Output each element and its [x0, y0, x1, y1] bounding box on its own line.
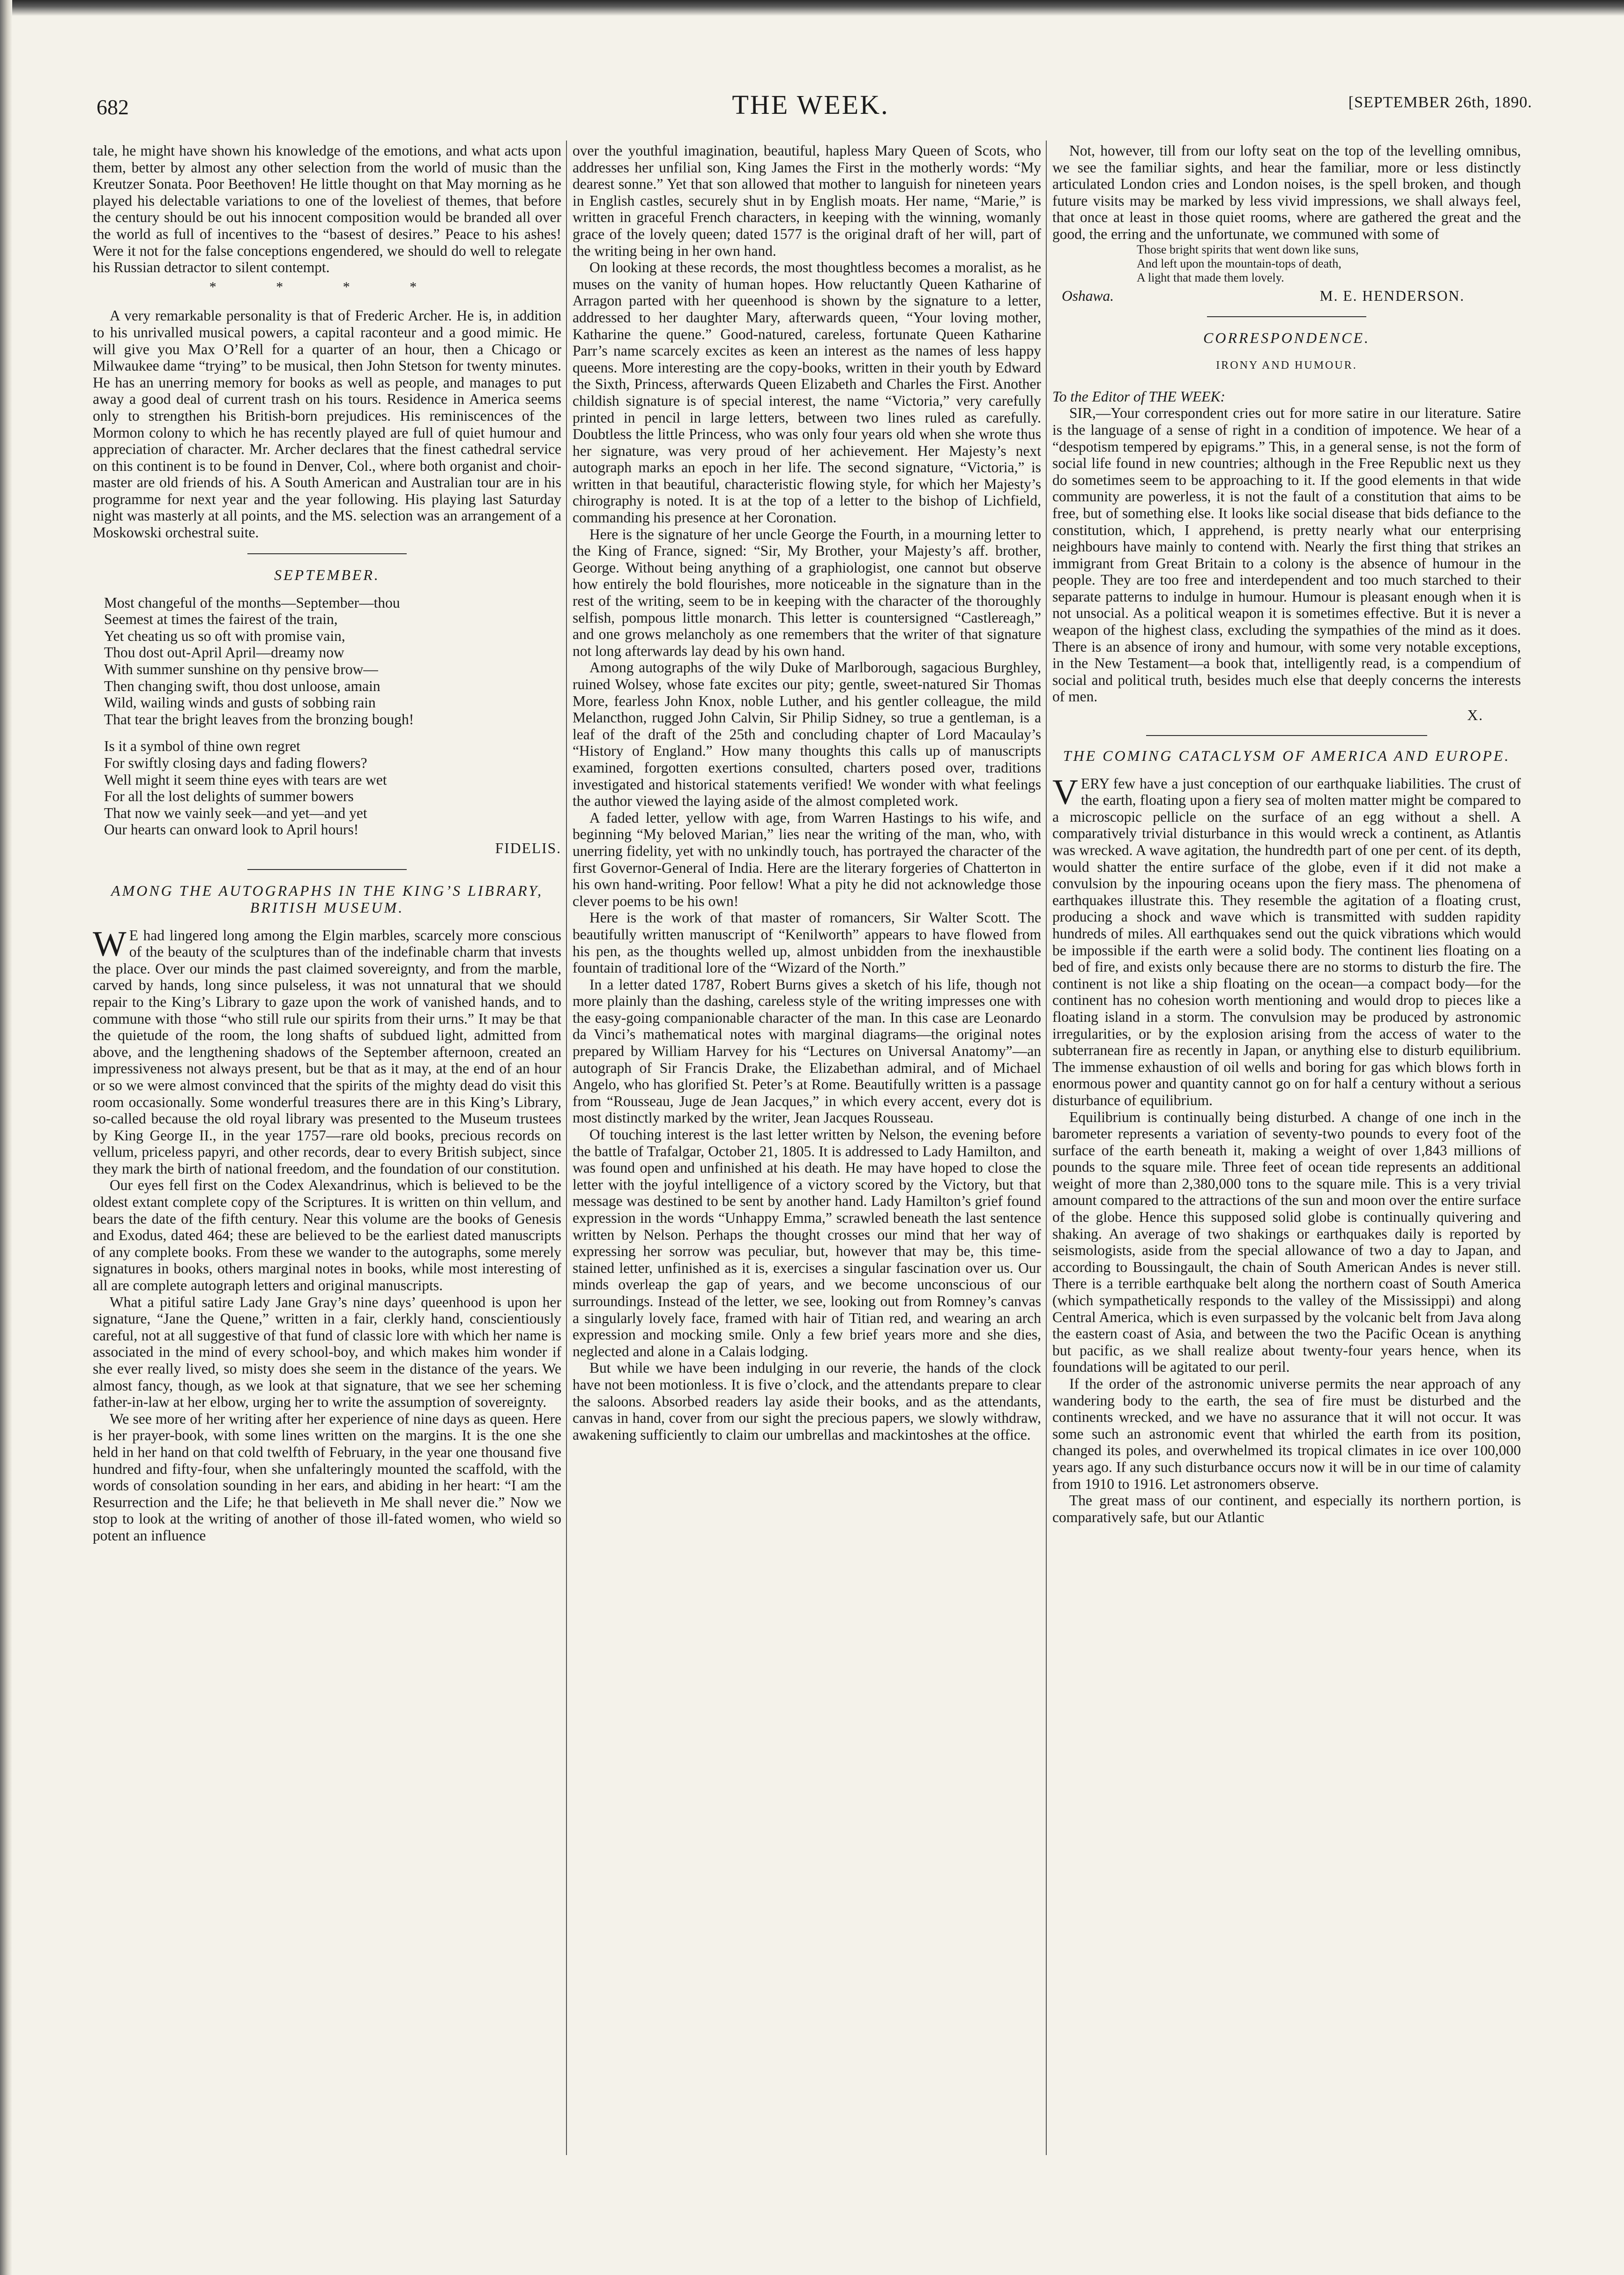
poem-line: That now we vainly seek—and yet—and yet	[104, 804, 367, 821]
section-separator: * * * *	[209, 279, 445, 295]
paragraph: A very remarkable personality is that of Frederic Archer. He is, in addition to his unrivalled musical powers, a capital raconteur and a good mimic. He will give you Max O’Rell for a quarter of an hour, then a Chicago or Milwaukee dame “trying” to be musical, then John Stetson for twenty minutes. He has an unerring memory for books as well as people, and manages to put away a good deal of current trash on his tours. Residence in America seems only to strengthen his British-born prejudices. His reminiscences of the Mormon colony to which he has recently played are full of quiet humour and appreciation of character. Mr. Archer declares that the finest cathedral service on this continent is to be found in Denver, Col., where both organist and choir-master are old friends of his. A South American and Australian tour are in his programme for next year and the year following. His playing last Saturday night was masterly at all points, and the MS. selection was an arrangement of a Moskowski orchestral suite.	[93, 307, 561, 541]
signature-place: Oshawa.	[1062, 287, 1114, 304]
paragraph: In a letter dated 1787, Robert Burns gives a sketch of his life, though not more plainly than the dashing, careless style of the writing impresses one with the easy-going companionable character of the man. In this case are Leonardo da Vinci’s mathematical notes with marginal diagrams—the original notes prepared by William Harvey for his “Lectures on Universal Anatomy”—an autograph of Sir Francis Drake, the Elizabethan admiral, and of Michael Angelo, who has glorified St. Peter’s at Rome. Beautifully written is a passage from “Rousseau, Juge de Jean Jacques,” in which every accent, every dot is most distinctly marked by the writer, Jean Jacques Rousseau.	[573, 976, 1041, 1126]
verse-line: A light that made them lovely.	[1137, 270, 1284, 284]
verse-line: And left upon the mountain-tops of death,	[1137, 256, 1341, 270]
divider	[1207, 316, 1366, 317]
paragraph: VERY few have a just conception of our earthquake liabilities. The crust of the earth, floating upon a fiery sea of molten matter might be compared to a microscopic pellicle on the surface of an egg without a shell. A comparatively trivial disturbance in this would wreck a continent, as Atlantis was wrecked. A wave agitation, the hundredth part of one per cent. of its depth, would shatter the entire surface of the globe, even if it did not make a convulsion by the inpouring oceans upon the fiery mass. The phenomena of earthquakes illustrate this. They resemble the agitation of a floating crust, producing a shock and wave which is transmitted with sudden rapidity hundreds of miles. All earthquakes send out the quick vibrations which would be impossible if the earth were a solid body. The continent lies floating on a bed of fire, and exists only because there are no storms to disturb the fire. The continent is not like a ship floating on the ocean—a compact body—for the continent has no cohesion worth mentioning and would drop to pieces like a floating island in a storm. The convulsion may be produced by astronomic irregularities, or by the explosion arising from the access of water to the subterranean fire as recently in Japan, or anything else to disturb equilibrium. The immense exhaustion of oil wells and boring for gas which blows forth in enormous power and quantity cannot go on for half a century without a serious disturbance of equilibrium.	[1052, 772, 1521, 1108]
salutation: To the Editor of THE WEEK:	[1052, 388, 1225, 405]
column-rule-1	[566, 141, 567, 2155]
paragraph: Of touching interest is the last letter written by Nelson, the evening before the battle of Trafalgar, October 21, 1805. It is addressed to Lady Hamilton, and was found open and unfinished at his death. He may have hoped to close the letter with the joyful intelligence of a victory scored by the Victory, but that message was destined to be sent by another hand. Lady Hamilton’s grief found expression in the words “Unhappy Emma,” scrawled beneath the last sentence written by Nelson. Perhaps the thought crosses our mind that her way of expressing her sorrow was peculiar, but, however that may be, this time-stained letter, unfinished as it is, exercises a singular fascination over us. Our minds overleap the gap of years, and we become unconscious of our surroundings. Instead of the letter, we see, looking out from Romney’s canvas a singularly lovely face, framed with hair of Titian red, and wearing an arch expression and mocking smile. Only a few brief years more and she dies, neglected and alone in a Calais lodging.	[573, 1126, 1041, 1360]
paragraph: tale, he might have shown his knowledge of the emotions, and what acts upon them, better by almost any other selection from the world of music than the Kreutzer Sonata. Poor Beethoven! He little thought on that May morning as he played his delectable variations to one of the loveliest of themes, that before the century should be out his innocent composition would be branded all over the world as full of incentives to the “basest of desires.” Peace to his ashes! Were it not for the false conceptions engendered, we should do well to relegate his Russian detractor to silent contempt.	[93, 142, 561, 276]
masthead: THE WEEK.	[732, 89, 889, 120]
poem-title: SEPTEMBER.	[274, 566, 380, 583]
paragraph: On looking at these records, the most thoughtless becomes a moralist, as he muses on the vanity of human hopes. How reluctantly Queen Katharine of Arragon parted with her queenhood is shown by the signature to a letter, addressed to her daughter Mary, afterwards queen, “Your loving mother, Katharine the quene.” Good-natured, careless, fortunate Queen Katharine Parr’s name scarcely excites as keen an interest as the names of less happy queens. More interesting are the copy-books, written in their youth by Edward the Sixth, Princess, afterwards Queen Elizabeth and Charles the First. Another childish signature is of special interest, the name “Victoria,” very carefully printed in pencil in large letters, between two lines ruled as carefully. Doubtless the little Princess, who was only four years old when she wrote thus her signature, was very proud of her achievement. Her Majesty’s next autograph marks an epoch in her life. The second signature, “Victoria,” is written in that beautiful, characteristic flowing style, for which her Majesty’s chirography is noted. It is at the top of a letter to the bishop of Lichfield, commanding his presence at her Coronation.	[573, 259, 1041, 526]
poem-line: Is it a symbol of thine own regret	[104, 738, 301, 755]
paragraph: A faded letter, yellow with age, from Warren Hastings to his wife, and beginning “My beloved Marian,” lies near the writing of the man, who, with unerring fidelity, yet with no unkindly touch, has portrayed the character of the first Governor-General of India. Here are the literary forgeries of Chatterton in his own hand-writing. Poor fellow! What a pity he did not acknowledge those clever poems to be his own!	[573, 809, 1041, 909]
letter-signature: X.	[1467, 707, 1483, 724]
poem-line: Thou dost out-April April—dreamy now	[104, 644, 344, 661]
section-subtitle: IRONY AND HUMOUR.	[1216, 359, 1357, 372]
paragraph: SIR,—Your correspondent cries out for more satire in our literature. Satire is the language of a sense of right in a condition of impotence. We hear of a “despotism tempered by epigrams.” This, in a general sense, is not the form of social life found in new countries; although in the Free Republic next us they do sometimes seem to be approaching to it. If the good elements in that wide community are powerless, it is not the fault of a constitution that aims to be free, but of something else. It looks like social disease that bids defiance to the constitution, which, I apprehend, is pretty nearly what our enterprising neighbours have mainly to contend with. Nearly the first thing that strikes an immigrant from Great Britain to a colony is the absence of humour in the people. They are too free and interdependent and too much starched to their separate patterns to indulge in humour. Humour is pleasant enough when it is not unsocial. As a political weapon it is sometimes effective. But it is never a weapon of the highest class, excluding the sympathies of the mind as it does. There is an absence of irony and humour, with some very notable exceptions, in the New Testament—a book that, intelligently read, is a compendium of social and political truth, besides much else that deeply concerns the interests of men.	[1052, 405, 1521, 705]
poem-signature: FIDELIS.	[495, 840, 561, 856]
divider	[247, 869, 407, 870]
paragraph: Our eyes fell first on the Codex Alexandrinus, which is believed to be the oldest extant complete copy of the Scriptures. It is written on thin vellum, and bears the date of the fifth century. Near this volume are the books of Genesis and Exodus, dated 464; these are believed to be the earliest dated manuscripts of any complete books. From these we wander to the autographs, some merely signatures in books, others marginal notes in books, while most interesting of all are complete autograph letters and original manuscripts.	[93, 1177, 561, 1294]
article-title: AMONG THE AUTOGRAPHS IN THE KING’S LIBRARY, BRITISH MUSEUM.	[111, 882, 543, 916]
paragraph: WE had lingered long among the Elgin marbles, scarcely more conscious of the beauty of the sculptures than of the indefinable charm that invests the place. Over our minds the past claimed sovereignty, and from the marble, carved by hands, long since pulseless, it was not unnatural that we should repair to the King’s Library to gaze upon the work of vanished hands, and to commune with those “who still rule our spirits from their urns.” It may be that the quietude of the room, the long shafts of subdued light, admitted from above, and the lengthening shadows of the September afternoon, created an impressiveness not always present, but be that as it may, at the end of an hour or so we were almost convinced that the spirits of the mighty dead do visit this room occasionally. Some wonderful treasures there are in this King’s Library, so-called because the old royal library was presented to the Museum trustees by King George II., in the year 1757—rare old books, precious records on vellum, priceless papyri, and other records, dear to every British subject, since they mark the birth of national freedom, and the foundation of our constitution.	[93, 924, 561, 1177]
paragraph: Not, however, till from our lofty seat on the top of the levelling omnibus, we see the familiar sights, and hear the familiar, more or less distinctly articulated London cries and London noises, is the spell broken, and though future visits may be marked by less vivid impressions, we shall always feel, that once at least in those quiet rooms, where are gathered the great and the good, the erring and the unfortunate, we communed with some of	[1052, 142, 1521, 242]
paragraph: Among autographs of the wily Duke of Marlborough, sagacious Burghley, ruined Wolsey, whose fate excites our pity; gentle, sweet-natured Sir Thomas More, fearless John Knox, noble Luther, and his gentler colleague, the mild Melancthon, rugged John Calvin, Sir Philip Sidney, so true a gentleman, is a leaf of the draft of the 25th and concluding chapter of Lord Macaulay’s “History of England.” How many thoughts this calls up of manuscripts examined, forgotten exertions consulted, charters posed over, traditions investigated and historical statements verified! We wonder with what feelings the author viewed the laying aside of the almost completed work.	[573, 659, 1041, 810]
paragraph: If the order of the astronomic universe permits the near approach of any wandering body to the earth, the sea of fire must be disturbed and the continents wrecked, and we have no assurance that it will not occur. It was some such an astronomic event that whirled the earth from its position, changed its poles, and overwhelmed its tropical climates in ice over 100,000 years ago. If any such disturbance occurs now it will be in our time of calamity from 1910 to 1916. Let astronomers observe.	[1052, 1375, 1521, 1492]
poem-stanza-1	[104, 595, 561, 728]
paragraph: We see more of her writing after her experience of nine days as queen. Here is her prayer-book, with some lines written on the margins. It is the one she held in her hand on that cold twelfth of February, in the year one thousand five hundred and fifty-four, when she unfalteringly mounted the scaffold, with the words of consolation sounding in her ears, and abiding in her heart: “I am the Resurrection and the Life; he that believeth in Me shall never die.” Now we stop to look at the writing of another of those ill-fated women, who wield so potent an influence	[93, 1410, 561, 1544]
poem-line: That tear the bright leaves from the bronzing bough!	[104, 711, 414, 728]
verse-line: Those bright spirits that went down like suns,	[1137, 242, 1359, 256]
poem-line: Yet cheating us so oft with promise vain,	[104, 627, 345, 644]
poem-line: Then changing swift, thou dost unloose, amain	[104, 677, 380, 694]
poem-stanza-2	[104, 738, 561, 838]
poem-line: Seemest at times the fairest of the train,	[104, 611, 338, 628]
divider	[247, 553, 407, 554]
column-1	[93, 142, 561, 2251]
paragraph: Here is the signature of her uncle George the Fourth, in a mourning letter to the King of France, signed: “Sir, My Brother, your Majesty’s aff. brother, George. Without being anything of a graphiologist, one cannot but observe how entirely the bold flourishes, more noticeable in the signature than in the rest of the writing, seem to be in keeping with the character of the thoroughly selfish, pompous little monarch. This letter is countersigned “Castlereagh,” and one grows melancholy as one remembers that the writer of that signature not long afterwards lay dead by his own hand.	[573, 526, 1041, 659]
paragraph: over the youthful imagination, beautiful, hapless Mary Queen of Scots, who addresses her unfilial son, King James the First in the motherly words: “My dearest sonne.” Yet that son allowed that mother to languish for nineteen years in English castles, securely shut in by English moats. Her name, “Marie,” is written in graceful French characters, in keeping with the winning, womanly grace of the lovely queen; dated 1577 is the original draft of her will, part of the writing being in her own hand.	[573, 142, 1041, 259]
section-title: CORRESPONDENCE.	[1203, 329, 1370, 347]
paragraph: The great mass of our continent, and especially its northern portion, is comparatively safe, but our Atlantic	[1052, 1492, 1521, 1525]
paragraph: What a pitiful satire Lady Jane Gray’s nine days’ queenhood is upon her signature, “Jane the Quene,” written in a fair, clerkly hand, conscientiously careful, not at all suggestive of that fund of classic lore with which her name is associated in the mind of every school-boy, and which makes him wonder if she ever really lived, so misty does she seem in the distance of the years. We almost fancy, though, as we look at that signature, that we see her scheming father-in-law at her elbow, urging her to write the assumption of sovereignty.	[93, 1294, 561, 1411]
article-title: THE COMING CATACLYSM OF AMERICA AND EUROPE.	[1063, 747, 1511, 764]
poem-line: Wild, wailing winds and gusts of sobbing rain	[104, 694, 376, 711]
column-3	[1052, 142, 1521, 2251]
paragraph: Equilibrium is continually being disturbed. A change of one inch in the barometer represents a variation of seventy-two pounds to every foot of the surface of the earth beneath it, making a weight of over 1,843 millions of pounds to the square mile. Three feet of ocean tide represents an additional weight of more than 2,380,000 tons to the square mile. This is a very trivial amount compared to the attractions of the sun and moon over the entire surface of the globe. Hence this supposed solid globe is continually quivering and shaking. An average of two shakings or earthquakes daily is reported by seismologists, aside from the special allowance of two a day to Japan, and according to Boussingault, the chain of South American Andes is never still. There is a terrible earthquake belt along the northern coast of South America (which sympathetically responds to the valley of the Mississippi) and along Central America, which is even surpassed by the volcanic belt from Java along the eastern coast of Asia, and between the two the Pacific Ocean is anything but pacific, as we shall realize about twenty-four years hence, when its foundations will be agitated to our peril.	[1052, 1108, 1521, 1375]
poem-line: For all the lost delights of summer bowers	[104, 788, 354, 805]
quoted-verse	[1137, 243, 1521, 285]
column-rule-2	[1046, 141, 1047, 2155]
poem-line: For swiftly closing days and fading flowers?	[104, 755, 367, 771]
page-header	[89, 89, 1532, 126]
paragraph: But while we have been indulging in our reverie, the hands of the clock have not been motionless. It is five o’clock, and the attendants prepare to clear the saloons. Absorbed readers lay aside their books, and as the attendants, canvas in hand, cover from our sight the precious papers, we slowly withdraw, awakening sufficiently to claim our umbrellas and mackintoshes at the office.	[573, 1360, 1041, 1443]
column-2	[573, 142, 1041, 2251]
poem-line: With summer sunshine on thy pensive brow—	[104, 661, 378, 678]
article-signature	[1052, 288, 1521, 305]
poem-line: Well might it seem thine eyes with tears are wet	[104, 771, 387, 788]
signature-author: M. E. HENDERSON.	[1319, 287, 1465, 304]
scan-top-edge	[0, 0, 1624, 16]
paragraph: Here is the work of that master of romancers, Sir Walter Scott. The beautifully written manuscript of “Kenilworth” appears to have flowed from his pen, as the thoughts welled up, almost unbidden from the inexhaustible fountain of traditional lore of the “Wizard of the North.”	[573, 909, 1041, 976]
poem-line: Our hearts can onward look to April hours!	[104, 821, 359, 838]
page-number: 682	[97, 95, 129, 119]
scan-binding-edge	[0, 0, 12, 2275]
divider	[1146, 735, 1427, 736]
issue-date: [SEPTEMBER 26th, 1890.	[1348, 94, 1532, 111]
poem-line: Most changeful of the months—September—thou	[104, 594, 400, 611]
